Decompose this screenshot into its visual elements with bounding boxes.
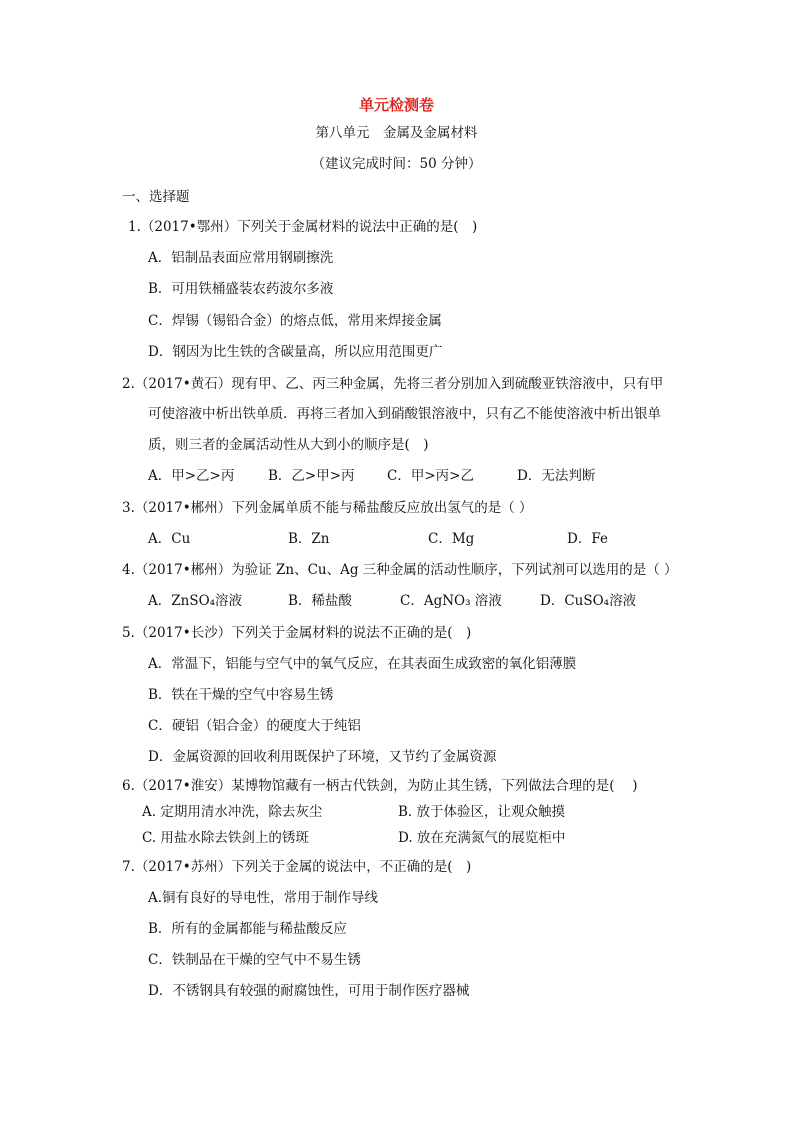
q3-option-c: C．Mg bbox=[428, 531, 475, 547]
q3-option-d: D．Fe bbox=[567, 531, 608, 547]
q5-option-b: B．铁在干燥的空气中容易生锈 bbox=[148, 687, 334, 703]
q5-option-c: C．硬铝（铝合金）的硬度大于纯铝 bbox=[148, 718, 361, 734]
q7-option-b: B．所有的金属都能与稀盐酸反应 bbox=[148, 921, 347, 937]
q4-option-b: B．稀盐酸 bbox=[288, 593, 352, 609]
q2-option-b: B．乙>甲>丙 bbox=[268, 468, 355, 484]
page-title: 单元检测卷 bbox=[358, 96, 434, 114]
question-2-stem-line-2: 可使溶液中析出铁单质．再将三者加入到硝酸银溶液中，只有乙不能使溶液中析出银单 bbox=[148, 406, 661, 422]
q6-option-c: C. 用盐水除去铁剑上的锈斑 bbox=[142, 830, 309, 846]
q3-option-a: A．Cu bbox=[148, 531, 191, 547]
question-3-stem: 3.（2017•郴州）下列金属单质不能与稀盐酸反应放出氢气的是（ ） bbox=[122, 500, 533, 516]
question-7-stem: 7.（2017•苏州）下列关于金属的说法中，不正确的是( ) bbox=[122, 859, 472, 875]
q2-option-a: A．甲>乙>丙 bbox=[148, 468, 235, 484]
question-6-stem: 6.（2017•淮安）某博物馆藏有一柄古代铁剑，为防止其生锈，下列做法合理的是( ) bbox=[122, 778, 638, 794]
q7-option-c: C．铁制品在干燥的空气中不易生锈 bbox=[148, 952, 361, 968]
q7-option-d: D．不锈钢具有较强的耐腐蚀性，可用于制作医疗器械 bbox=[148, 983, 470, 999]
q4-option-a: A．ZnSO₄溶液 bbox=[148, 593, 243, 609]
q1-option-d: D．钢因为比生铁的含碳量高，所以应用范围更广 bbox=[148, 344, 443, 360]
q6-option-b: B. 放于体验区，让观众触摸 bbox=[398, 804, 566, 820]
q3-option-b: B．Zn bbox=[288, 531, 330, 547]
question-1-stem: 1.（2017•鄂州）下列关于金属材料的说法中正确的是( ) bbox=[128, 219, 478, 235]
q4-option-d: D．CuSO₄溶液 bbox=[540, 593, 637, 609]
q6-option-a: A. 定期用清水冲洗，除去灰尘 bbox=[142, 804, 323, 820]
unit-subtitle: 第八单元 金属及金属材料 bbox=[315, 125, 478, 141]
q5-option-a: A．常温下，铝能与空气中的氧气反应，在其表面生成致密的氧化铝薄膜 bbox=[148, 656, 577, 672]
q1-option-b: B．可用铁桶盛装农药波尔多液 bbox=[148, 281, 334, 297]
time-hint: （建议完成时间：50 分钟） bbox=[311, 156, 482, 172]
question-5-stem: 5.（2017•长沙）下列关于金属材料的说法不正确的是( ) bbox=[122, 625, 472, 641]
q1-option-c: C．焊锡（锡铅合金）的熔点低，常用来焊接金属 bbox=[148, 313, 442, 329]
q5-option-d: D．金属资源的回收利用既保护了环境，又节约了金属资源 bbox=[148, 749, 497, 765]
section-heading: 一、选择题 bbox=[122, 189, 190, 205]
q6-option-d: D. 放在充满氮气的展览柜中 bbox=[398, 830, 566, 846]
q4-option-c: C．AgNO₃ 溶液 bbox=[400, 593, 502, 609]
q2-option-d: D．无法判断 bbox=[517, 468, 596, 484]
question-4-stem: 4.（2017•郴州）为验证 Zn、Cu、Ag 三种金属的活动性顺序，下列试剂可以选用的是（ ） bbox=[122, 562, 678, 578]
q1-option-a: A．铝制品表面应常用钢刷擦洗 bbox=[148, 250, 334, 266]
q7-option-a: A.铜有良好的导电性，常用于制作导线 bbox=[148, 890, 379, 906]
question-2-stem-line-1: 2.（2017•黄石）现有甲、乙、丙三种金属，先将三者分别加入到硫酸亚铁溶液中，只有甲 bbox=[122, 376, 664, 392]
q2-option-c: C．甲>丙>乙 bbox=[387, 468, 474, 484]
question-2-stem-line-3: 质，则三者的金属活动性从大到小的顺序是( ) bbox=[148, 437, 429, 453]
